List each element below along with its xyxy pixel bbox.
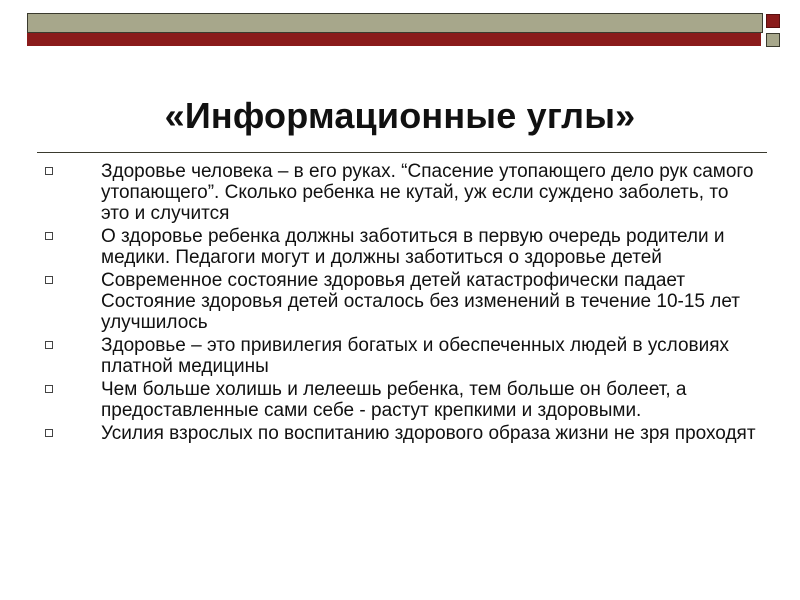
list-item-text: Здоровье человека – в его руках. “Спасение утопающего дело рук самого утопающего”. Сколько ребенка не кутай, уж если суждено заболеть, то это и случится: [101, 161, 754, 224]
list-item: [40, 379, 760, 421]
list-item-text: Современное состояние здоровья детей катастрофически падает Состояние здоровья детей осталось без изменений в течение 10-15 лет улучшилось: [101, 270, 740, 333]
list-item: [40, 335, 760, 377]
square-bullet-icon: [45, 232, 53, 240]
slide-title: «Информационные углы»: [164, 95, 636, 136]
list-item: [40, 423, 760, 444]
square-bullet-icon: [45, 167, 53, 175]
square-bullet-icon: [45, 429, 53, 437]
square-bullet-icon: [45, 385, 53, 393]
list-item-text: Здоровье – это привилегия богатых и обеспеченных людей в условиях платной медицины: [101, 335, 730, 377]
list-item: [40, 226, 760, 268]
list-item-text: Усилия взрослых по воспитанию здорового образа жизни не зря проходят: [101, 423, 756, 444]
list-item: [40, 270, 760, 333]
red-corner-square: [766, 14, 780, 28]
list-item-text: О здоровье ребенка должны заботиться в первую очередь родители и медики. Педагоги могут и должны заботиться о здоровье детей: [101, 226, 725, 268]
list-item: [40, 161, 760, 224]
top-decorative-bar: [27, 13, 763, 33]
bullet-list: [40, 161, 760, 446]
title-divider: [37, 152, 767, 153]
square-bullet-icon: [45, 276, 53, 284]
olive-corner-square: [766, 33, 780, 47]
square-bullet-icon: [45, 341, 53, 349]
list-item-text: Чем больше холишь и лелеешь ребенка, тем больше он болеет, а предоставленные сами себе - растут крепкими и здоровыми.: [101, 379, 687, 421]
red-decorative-bar: [27, 33, 761, 46]
